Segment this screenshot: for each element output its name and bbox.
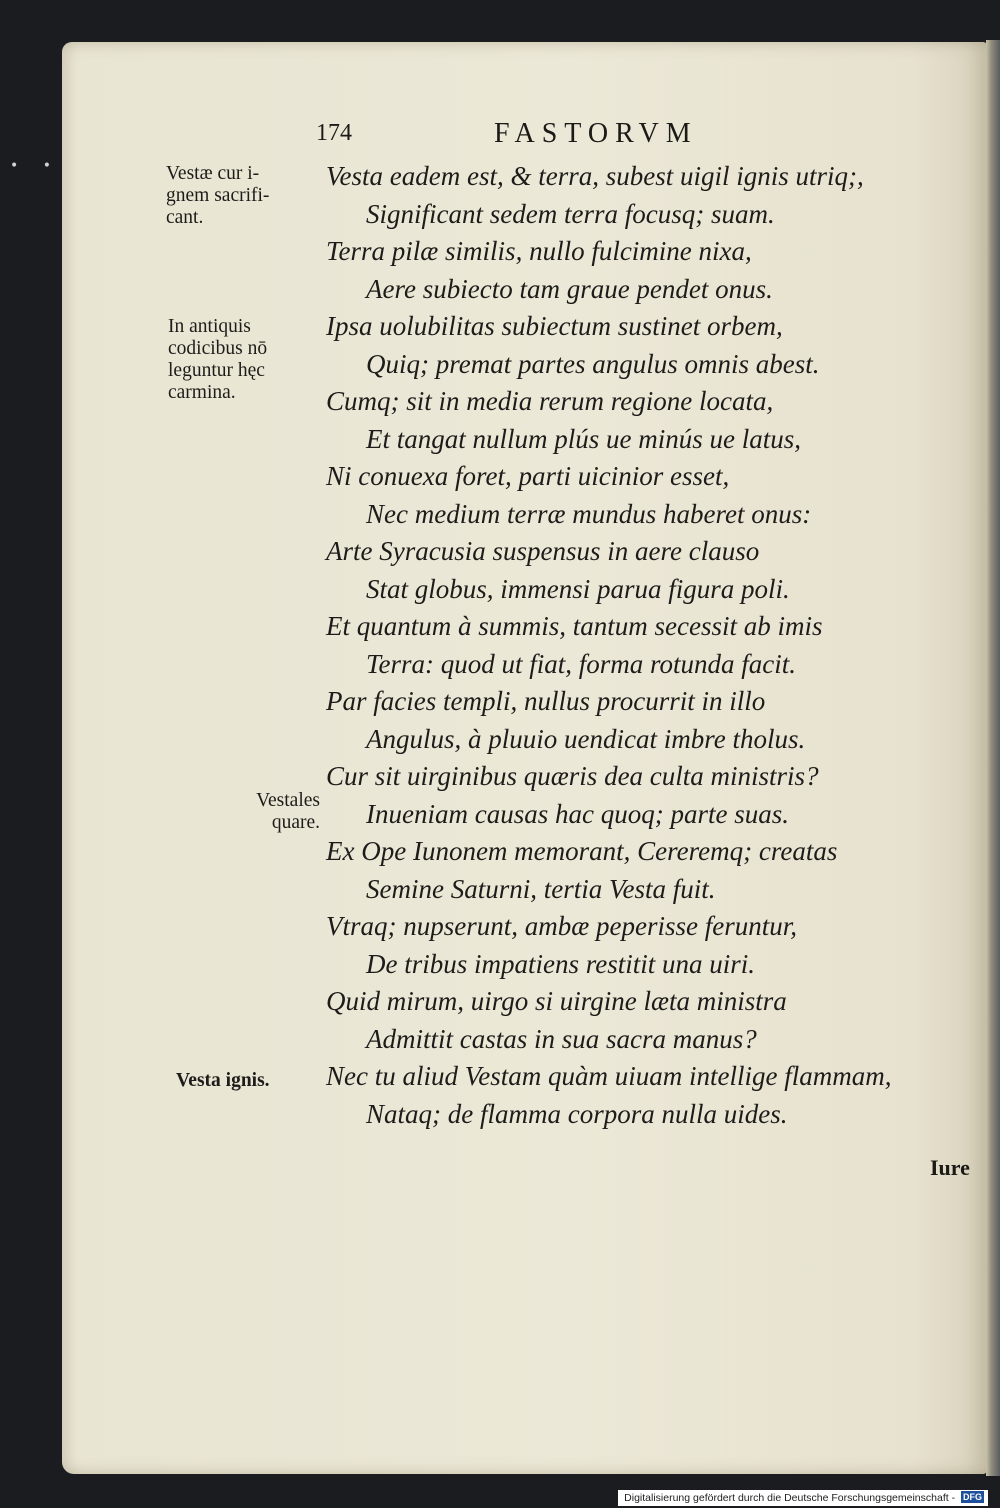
verse-line: Par facies templi, nullus procurrit in illo [326, 686, 766, 716]
verse-line: Angulus, à pluuio uendicat imbre tholus. [366, 723, 806, 754]
digitization-credit [618, 1490, 988, 1506]
verse-line: Semine Saturni, tertia Vesta fuit. [366, 873, 716, 904]
verse-line: Vtraq; nupserunt, ambæ peperisse feruntur, [326, 911, 797, 941]
credit-text: Digitalisierung gefördert durch die Deutsche Forschungsgemeinschaft - [624, 1492, 956, 1504]
gloss-line: Vestales [256, 790, 320, 811]
page-number: 174 [316, 120, 352, 146]
book-spine-edge [986, 40, 1000, 1476]
verse-line: Cumq; sit in media rerum regione locata, [326, 386, 774, 416]
gloss-line: codicibus nō [168, 338, 268, 359]
verse-line: Quiq; premat partes angulus omnis abest. [366, 348, 820, 379]
marginal-gloss-codices [168, 316, 267, 404]
verse-line: Vesta eadem est, & terra, subest uigil ignis utriq;, [326, 161, 864, 191]
verse-column [326, 158, 966, 1133]
gloss-line: carmina. [168, 382, 236, 403]
verse-line: Nec tu aliud Vestam quàm uiuam intellige flammam, [326, 1061, 892, 1091]
gloss-line: quare. [271, 812, 320, 833]
verse-line: Ipsa uolubilitas subiectum sustinet orbem, [326, 311, 783, 341]
gloss-line: cant. [166, 207, 204, 228]
verse-line: Et tangat nullum plús ue minús ue latus, [366, 423, 801, 454]
verse-line: Nec medium terræ mundus haberet onus: [366, 498, 812, 529]
gloss-line: Vesta ignis. [176, 1070, 270, 1091]
gloss-line: Vestæ cur i- [166, 163, 260, 184]
marginal-gloss-vesta-ignis [176, 1070, 270, 1092]
scan-edge-marks: • • [10, 158, 61, 174]
verse-line: Arte Syracusia suspensus in aere clauso [326, 536, 760, 566]
gloss-line: In antiquis [168, 316, 251, 337]
verse-line: Inueniam causas hac quoq; parte suas. [366, 798, 789, 829]
verse-line: Quid mirum, uirgo si uirgine læta ministra [326, 986, 787, 1016]
verse-line: Terra pilæ similis, nullo fulcimine nixa, [326, 236, 752, 266]
verse-line: Ni conuexa foret, parti uicinior esset, [326, 461, 730, 491]
verse-line: Ex Ope Iunonem memorant, Cereremq; creatas [326, 836, 838, 866]
verse-line: De tribus impatiens restitit una uiri. [366, 948, 756, 979]
catchword: Iure [930, 1155, 970, 1180]
verse-line: Terra: quod ut fiat, forma rotunda facit. [366, 648, 797, 679]
dfg-logo: DFG [963, 1492, 982, 1502]
verse-line: Nataq; de flamma corpora nulla uides. [366, 1098, 788, 1129]
running-title: FASTORVM [494, 118, 698, 149]
verse-line: Aere subiecto tam graue pendet onus. [366, 273, 773, 304]
gloss-line: leguntur hęc [168, 360, 265, 381]
gloss-line: gnem sacrifi- [166, 185, 270, 206]
marginal-gloss-vestales [222, 790, 320, 834]
verse-line: Cur sit uirginibus quæris dea culta ministris? [326, 761, 819, 791]
verse-line: Et quantum à summis, tantum secessit ab imis [326, 611, 823, 641]
page-header [316, 120, 796, 160]
verse-line: Admittit castas in sua sacra manus? [366, 1023, 757, 1054]
marginal-gloss-vesta-fire [166, 163, 269, 229]
verse-line: Significant sedem terra focusq; suam. [366, 198, 775, 229]
verse-line: Stat globus, immensi parua figura poli. [366, 573, 790, 604]
